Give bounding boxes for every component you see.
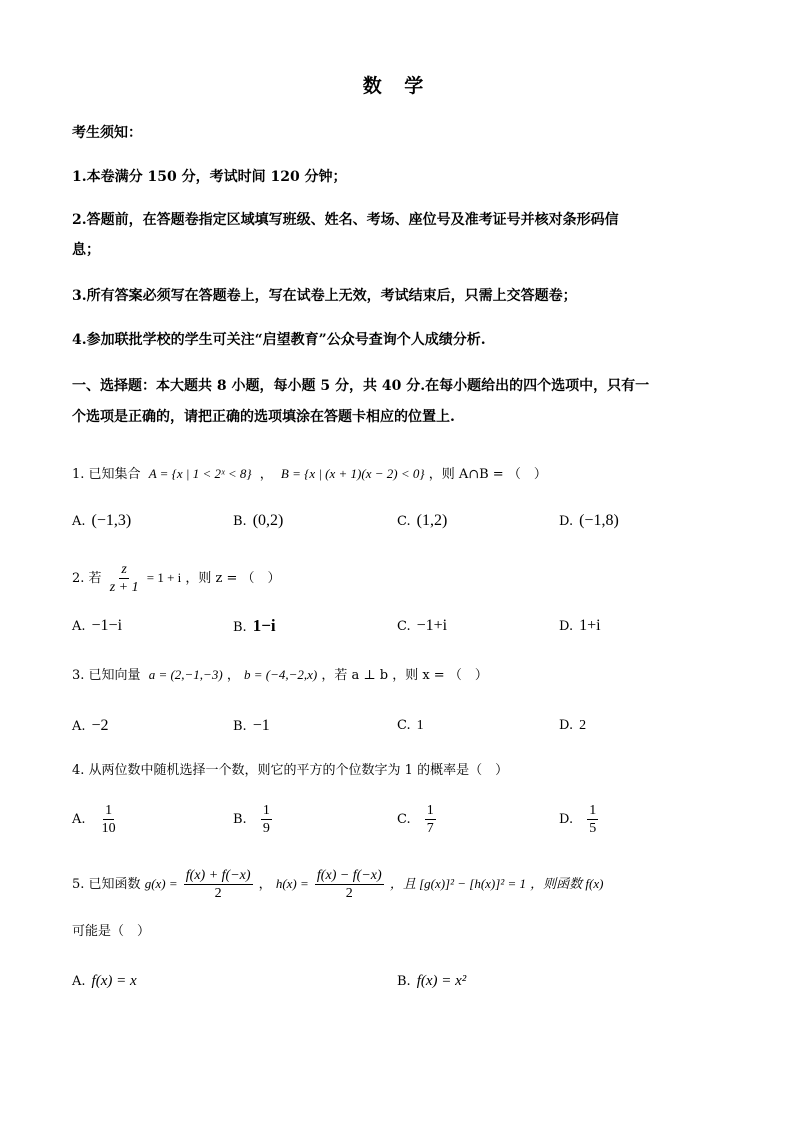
q3-suffix: ，则 x = （ ） xyxy=(392,668,488,683)
q3-option-d[interactable]: D. 2 xyxy=(559,718,587,733)
q1-prefix: 1. 已知集合 xyxy=(72,467,141,482)
q1-set-a: A = {x | 1 < 2ˣ < 8} xyxy=(148,466,252,481)
q1-set-b: B = {x | (x + 1)(x − 2) < 0} xyxy=(280,466,425,481)
notice-item-2-cont: 息； xyxy=(72,242,100,258)
q5-line2: 可能是（ ） xyxy=(72,924,151,939)
q3-vector-b: b = (−4,−2,x) xyxy=(243,667,318,682)
q1-option-d[interactable]: D. (−1,8) xyxy=(559,512,619,529)
q1-option-a[interactable]: A. (−1,3) xyxy=(72,512,132,529)
section-heading-line2: 个选项是正确的，请把正确的选项填涂在答题卡相应的位置上. xyxy=(72,409,455,425)
notice-item-1: 1.本卷满分 150 分，考试时间 120 分钟； xyxy=(72,169,347,185)
q5-option-a[interactable]: A. f(x) = x xyxy=(72,973,137,989)
q3-prefix: 3. 已知向量 xyxy=(72,668,141,683)
q2-option-b[interactable]: B. 1−i xyxy=(233,616,276,635)
question-1: 1. 已知集合 A = {x | 1 < 2ˣ < 8} ， B = {x | (x + 1)(x − 2) < 0} ，则 A∩B = （ ） xyxy=(72,466,547,482)
q5-g-fraction: $\frac{f(x) + f(-x)}{2}$ xyxy=(185,868,251,901)
q1-suffix: ，则 A∩B = （ ） xyxy=(428,467,547,482)
section-heading-line1: 一、选择题：本大题共 8 小题，每小题 5 分，共 40 分.在每小题给出的四个选项中，只有一 xyxy=(72,378,650,394)
q3-option-b[interactable]: B. −1 xyxy=(233,717,270,734)
q5-h-lhs: h(x) = xyxy=(275,876,309,891)
notice-item-3: 3.所有答案必须写在答题卷上，写在试卷上无效，考试结束后，只需上交答题卷； xyxy=(72,288,577,304)
q4-option-b[interactable]: B. $\frac{1}{9}$ xyxy=(233,803,270,836)
q5-tail: ，则函数 f(x) xyxy=(530,876,604,891)
notice-heading: 考生须知： xyxy=(72,125,142,141)
q2-fraction xyxy=(108,561,141,596)
q2-rhs: = 1 + i xyxy=(146,570,182,585)
question-3: 3. 已知向量 a = (2,−1,−3) ， b = (−4,−2,x) ，若 a ⊥ b ，则 x = （ ） xyxy=(72,667,488,683)
question-5: 5. 已知函数 g(x) = $\frac{f(x) + f(-x)}{2}$ ， h(x) = $\frac{f(x) - f(-x)}{2}$ ，且 [g(x)]² − [h(x)]² = 1 ，则函数 f(x) xyxy=(72,868,604,901)
q3-vector-a: a = (2,−1,−3) xyxy=(148,667,223,682)
q3-middle: ，若 a ⊥ b xyxy=(321,668,389,683)
q3-option-a[interactable]: A. −2 xyxy=(72,717,109,734)
q2-prefix: 2. 若 xyxy=(72,571,102,586)
q1-option-b[interactable]: B. (0,2) xyxy=(233,512,284,529)
q2-option-c[interactable]: C. −1+i xyxy=(397,617,448,634)
q4-option-a[interactable]: A. $\frac{1}{10}$ xyxy=(72,803,116,836)
q2-frac-num: z xyxy=(121,562,127,577)
notice-item-2: 2.答题前，在答题卷指定区域填写班级、姓名、考场、座位号及准考证号并核对条形码信 xyxy=(72,212,619,228)
q2-suffix: ，则 z = （ ） xyxy=(185,571,281,586)
q3-option-c[interactable]: C. 1 xyxy=(397,718,424,733)
notice-item-4: 4.参加联批学校的学生可关注“启望教育”公众号查询个人成绩分析. xyxy=(72,332,486,348)
q2-frac-den: z + 1 xyxy=(109,580,139,595)
q5-option-b[interactable]: B. f(x) = x² xyxy=(397,973,467,989)
q5-g-lhs: g(x) = xyxy=(144,876,178,891)
question-2 xyxy=(72,558,281,599)
q4-option-c[interactable]: C. $\frac{1}{7}$ xyxy=(397,803,434,836)
question-4: 4. 从两位数中随机选择一个数，则它的平方的个位数字为 1 的概率是（ ） xyxy=(72,763,509,778)
q5-h-fraction: $\frac{f(x) - f(-x)}{2}$ xyxy=(316,868,382,901)
page-title: 数 学 xyxy=(362,75,432,97)
q4-option-d[interactable]: D. $\frac{1}{5}$ xyxy=(559,803,597,836)
q5-condition: ，且 [g(x)]² − [h(x)]² = 1 xyxy=(389,876,526,891)
q2-option-a[interactable]: A. −1−i xyxy=(72,617,123,634)
q1-option-c[interactable]: C. (1,2) xyxy=(397,512,448,529)
q5-prefix: 5. 已知函数 xyxy=(72,877,141,892)
q2-option-d[interactable]: D. 1+i xyxy=(559,617,601,634)
